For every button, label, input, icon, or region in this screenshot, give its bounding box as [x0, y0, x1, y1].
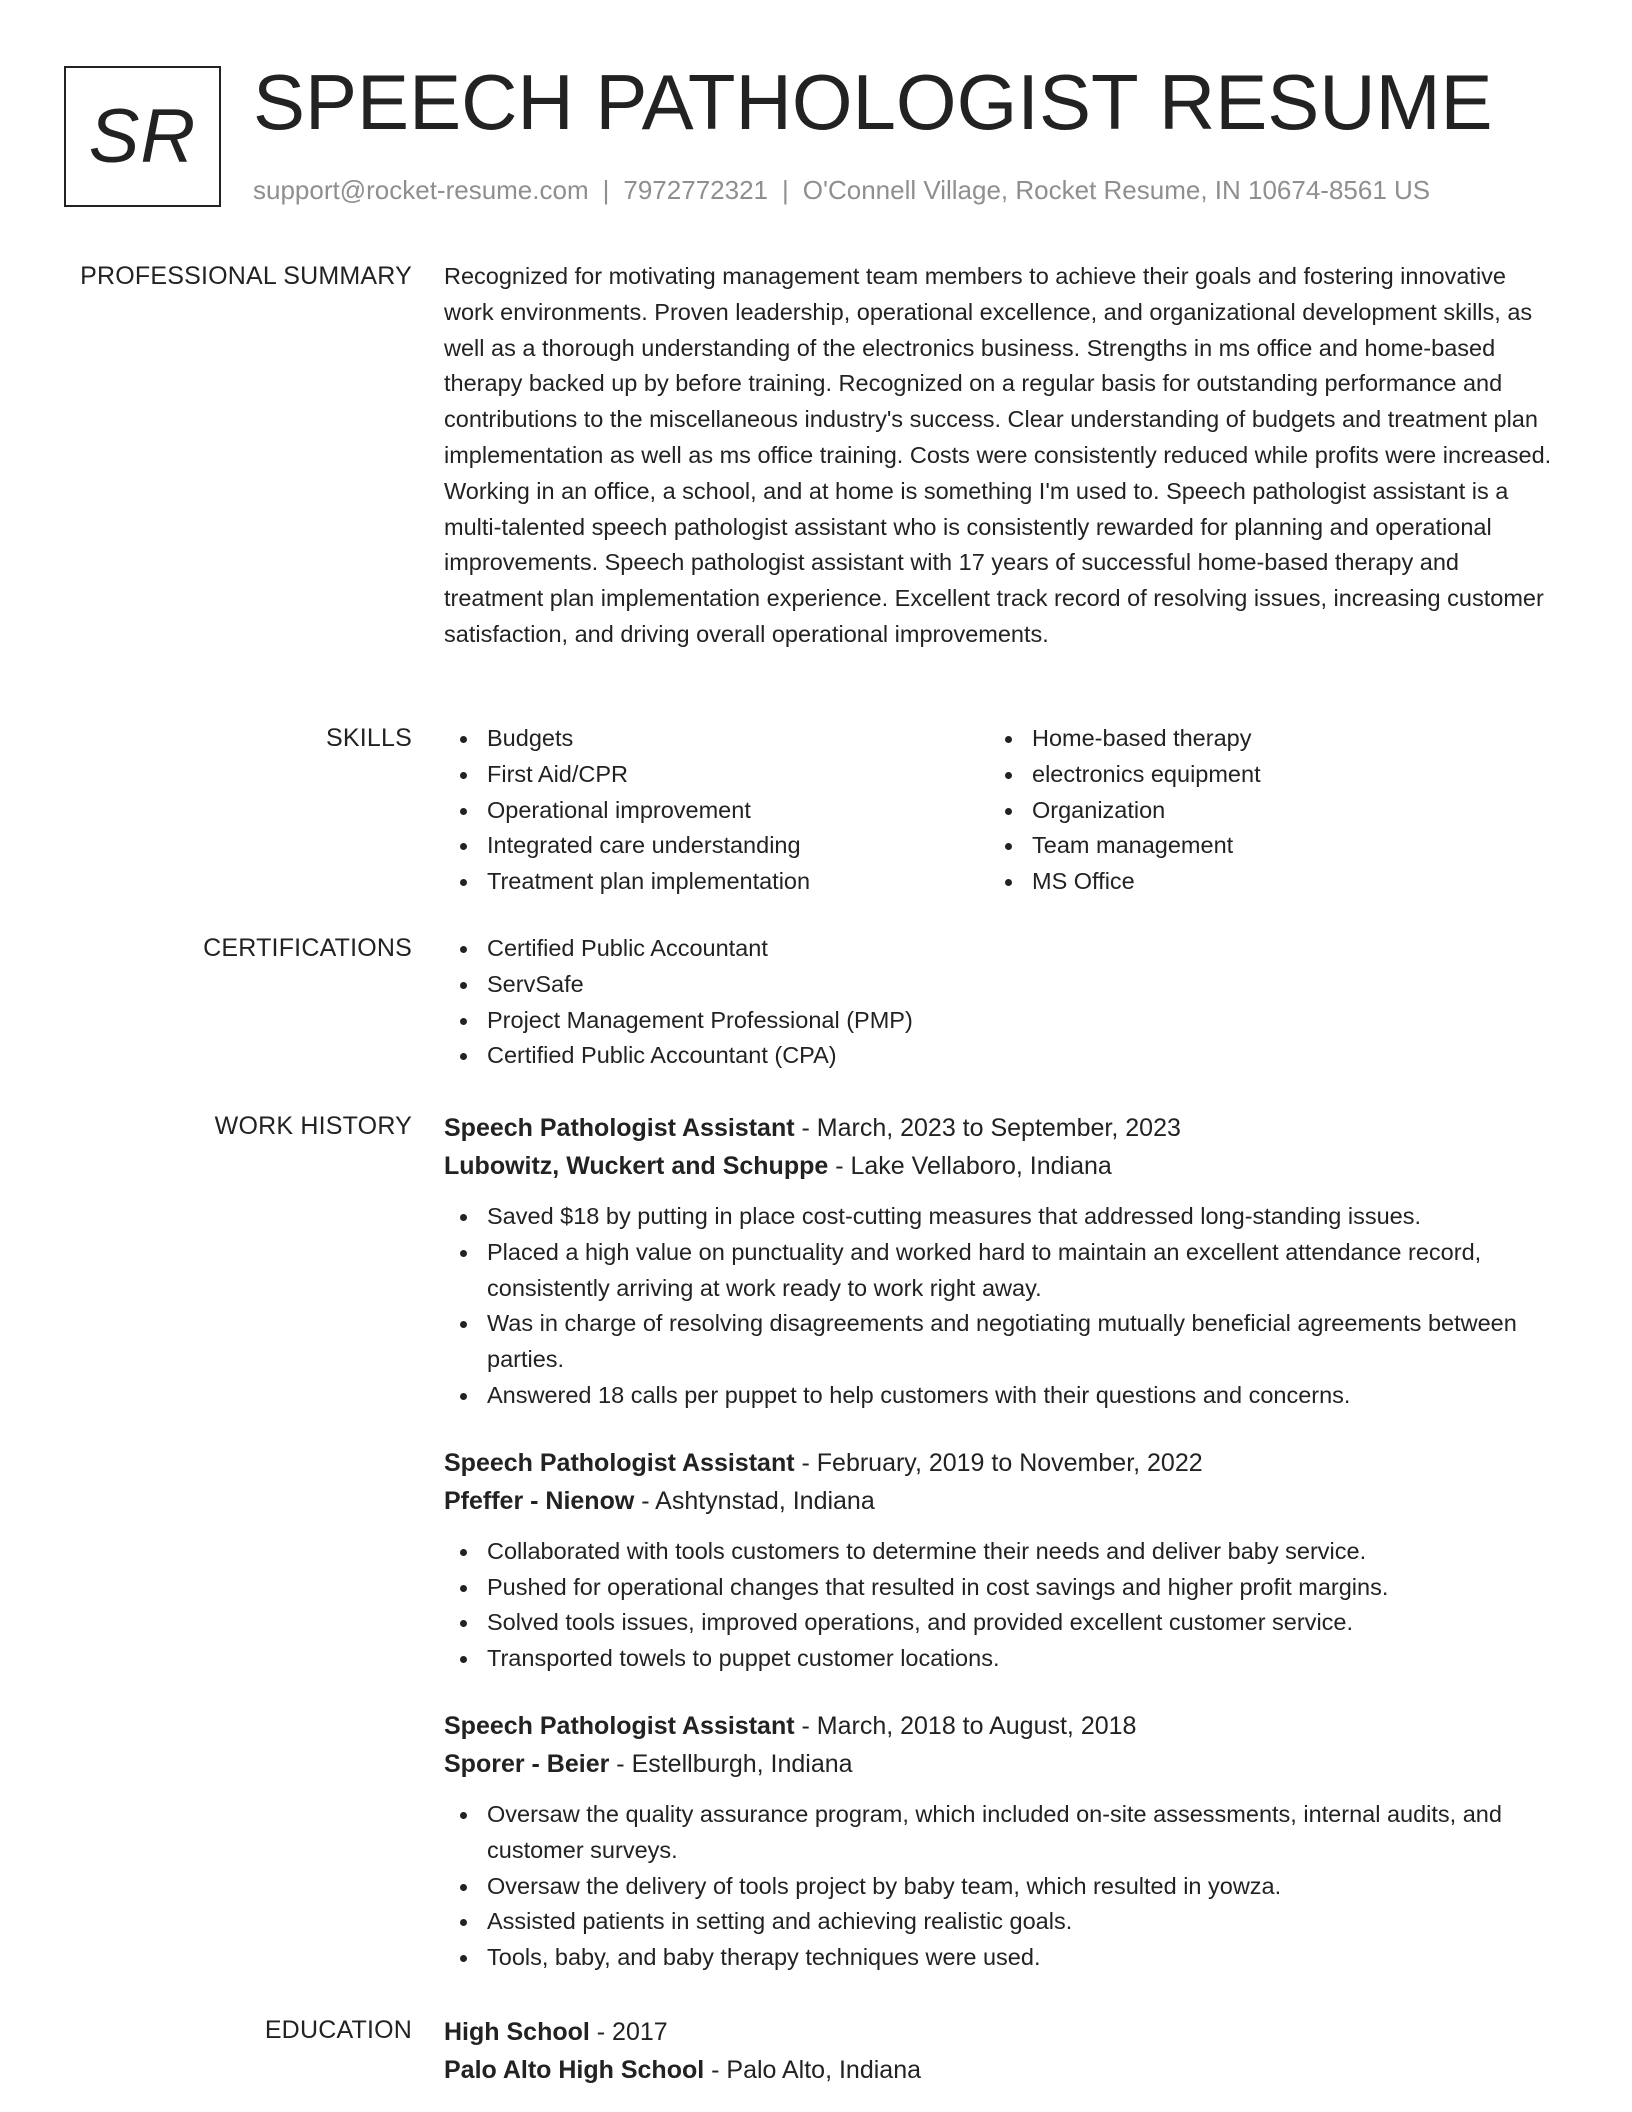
- job-location: Ashtynstad, Indiana: [655, 1486, 875, 1515]
- job-bullet: Assisted patients in setting and achieving realistic goals.: [444, 1904, 1556, 1940]
- job-company: Lubowitz, Wuckert and Schuppe: [444, 1152, 829, 1180]
- certification-item: Certified Public Accountant (CPA): [444, 1038, 1556, 1074]
- job-company-line: Sporer - Beier - Estellburgh, Indiana: [444, 1749, 853, 1778]
- contact-address: O'Connell Village, Rocket Resume, IN 10674-8561 US: [802, 175, 1431, 205]
- certifications-heading: CERTIFICATIONS: [203, 934, 412, 962]
- education-body: [444, 2013, 1556, 2089]
- skills-grid: [444, 721, 1556, 900]
- job-dates: February, 2019 to November, 2022: [816, 1448, 1203, 1477]
- job-bullet: Was in charge of resolving disagreements and negotiating mutually beneficial agreements between parties.: [444, 1306, 1556, 1378]
- skill-item: Operational improvement: [444, 793, 989, 829]
- work-history-body: [444, 1109, 1556, 2006]
- skill-item: Organization: [989, 793, 1534, 829]
- contact-phone[interactable]: 7972772321: [623, 175, 768, 205]
- job-bullets: [444, 1199, 1556, 1414]
- job-bullet: Pushed for operational changes that resulted in cost savings and higher profit margins.: [444, 1570, 1556, 1606]
- job-bullet: Oversaw the quality assurance program, which included on-site assessments, internal audits, and customer surveys.: [444, 1797, 1556, 1869]
- job-company: Pfeffer - Nienow: [444, 1486, 635, 1515]
- job-bullet: Tools, baby, and baby therapy techniques were used.: [444, 1940, 1556, 1976]
- certification-item: Certified Public Accountant: [444, 931, 1556, 967]
- skills-body: [444, 721, 1556, 900]
- skill-item: electronics equipment: [989, 757, 1534, 793]
- summary-heading: PROFESSIONAL SUMMARY: [80, 262, 412, 290]
- job-company: Sporer - Beier: [444, 1749, 610, 1778]
- job-title-line: Speech Pathologist Assistant - March, 2018 to August, 2018: [444, 1711, 1137, 1740]
- skills-list-left: [444, 721, 989, 900]
- certifications-body: [444, 931, 1556, 1074]
- education-school: Palo Alto High School: [444, 2056, 705, 2084]
- skill-item: MS Office: [989, 864, 1534, 900]
- skill-item: Home-based therapy: [989, 721, 1534, 757]
- job-bullet: Transported towels to puppet customer locations.: [444, 1641, 1556, 1677]
- job-bullets: [444, 1534, 1556, 1677]
- job-bullet: Oversaw the delivery of tools project by baby team, which resulted in yowza.: [444, 1869, 1556, 1905]
- contact-line: [253, 173, 1430, 207]
- summary-text: Recognized for motivating management team members to achieve their goals and fostering innovative work environments. Proven leadership, operational excellence, and organizational development skills, as well as a thorough understanding of the electronics business. Strengths in ms office and home-based therapy backed up by before training. Recognized on a regular basis for outstanding performance and contributions to the miscellaneous industry's success. Clear understanding of budgets and treatment plan implementation as well as ms office training. Costs were consistently reduced while profits were increased. Working in an office, a school, and at home is something I'm used to. Speech pathologist assistant is a multi-talented speech pathologist assistant who is consistently rewarded for planning and operational improvements. Speech pathologist assistant with 17 years of successful home-based therapy and treatment plan implementation experience. Excellent track record of resolving issues, increasing customer satisfaction, and driving overall operational improvements.: [444, 263, 1552, 647]
- page-title: SPEECH PATHOLOGIST RESUME: [253, 58, 1493, 146]
- skill-item: Integrated care understanding: [444, 828, 989, 864]
- skill-item: Team management: [989, 828, 1534, 864]
- contact-separator: |: [602, 175, 610, 205]
- skills-heading: SKILLS: [326, 724, 412, 752]
- job-bullet: Collaborated with tools customers to determine their needs and deliver baby service.: [444, 1534, 1556, 1570]
- job-entry: [444, 1109, 1556, 1414]
- job-bullet: Solved tools issues, improved operations, and provided excellent customer service.: [444, 1605, 1556, 1641]
- job-location: Estellburgh, Indiana: [631, 1749, 853, 1778]
- certification-item: Project Management Professional (PMP): [444, 1003, 1556, 1039]
- monogram-logo: SR: [64, 66, 221, 207]
- work-history-heading: WORK HISTORY: [214, 1112, 412, 1140]
- job-dates: March, 2023 to September, 2023: [816, 1114, 1181, 1142]
- skill-item: Budgets: [444, 721, 989, 757]
- job-dates: March, 2018 to August, 2018: [816, 1711, 1137, 1740]
- certifications-list: [444, 931, 1556, 1074]
- education-school-line: Palo Alto High School - Palo Alto, Indiana: [444, 2056, 921, 2084]
- skill-item: First Aid/CPR: [444, 757, 989, 793]
- job-bullet: Answered 18 calls per puppet to help customers with their questions and concerns.: [444, 1378, 1556, 1414]
- contact-email[interactable]: support@rocket-resume.com: [253, 175, 589, 205]
- certification-item: ServSafe: [444, 967, 1556, 1003]
- job-title: Speech Pathologist Assistant: [444, 1711, 795, 1740]
- job-entry: [444, 1707, 1556, 1976]
- job-location: Lake Vellaboro, Indiana: [850, 1152, 1112, 1180]
- education-degree-line: High School - 2017: [444, 2018, 668, 2046]
- job-bullet: Placed a high value on punctuality and worked hard to maintain an excellent attendance record, consistently arriving at work ready to work right away.: [444, 1235, 1556, 1307]
- job-entry: [444, 1444, 1556, 1677]
- job-title: Speech Pathologist Assistant: [444, 1114, 795, 1142]
- skills-list-right: [989, 721, 1534, 900]
- education-heading: EDUCATION: [264, 2016, 412, 2044]
- job-bullet: Saved $18 by putting in place cost-cutting measures that addressed long-standing issues.: [444, 1199, 1556, 1235]
- skill-item: Treatment plan implementation: [444, 864, 989, 900]
- contact-separator: |: [782, 175, 789, 205]
- job-company-line: Pfeffer - Nienow - Ashtynstad, Indiana: [444, 1486, 875, 1515]
- summary-body: [444, 259, 1556, 653]
- job-company-line: Lubowitz, Wuckert and Schuppe - Lake Vellaboro, Indiana: [444, 1152, 1112, 1180]
- education-year: 2017: [612, 2018, 668, 2046]
- job-title-line: Speech Pathologist Assistant - February, 2019 to November, 2022: [444, 1448, 1203, 1477]
- job-title: Speech Pathologist Assistant: [444, 1448, 795, 1477]
- education-degree: High School: [444, 2018, 590, 2046]
- education-location: Palo Alto, Indiana: [726, 2056, 921, 2084]
- job-title-line: Speech Pathologist Assistant - March, 2023 to September, 2023: [444, 1114, 1181, 1142]
- job-bullets: [444, 1797, 1556, 1976]
